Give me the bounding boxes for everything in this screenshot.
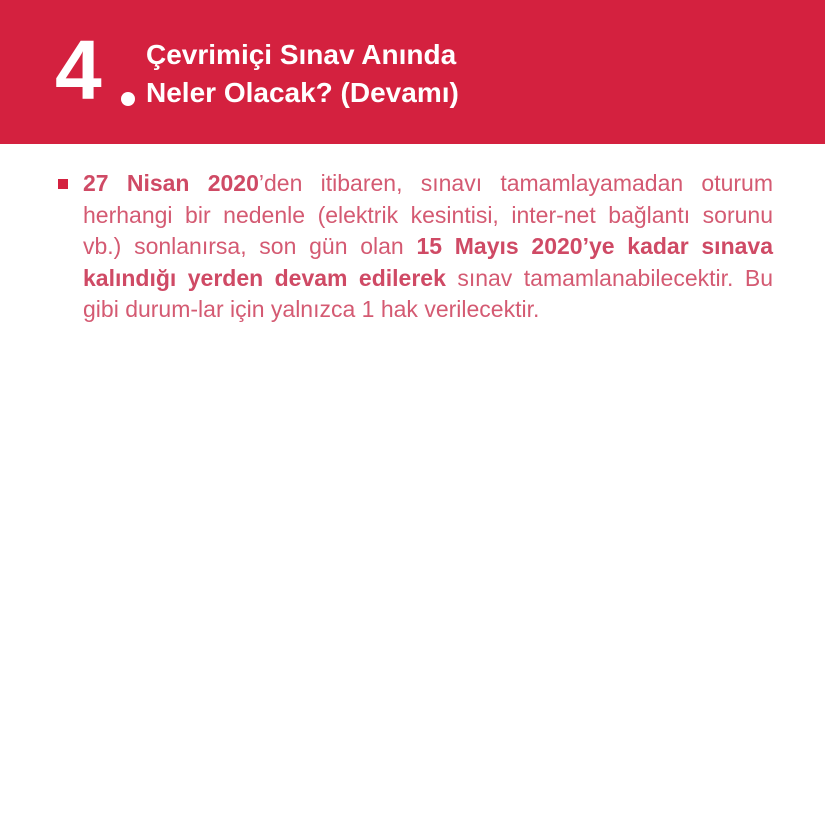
bold-deadline-phrase: 15 Mayıs 2020’ye kadar sınava kalındığı yerden devam edilerek (83, 233, 774, 291)
section-title-line-1: Çevrimiçi Sınav Anında (146, 39, 457, 70)
section-title-line-2: Neler Olacak? (Devamı) (146, 77, 459, 108)
header-band (0, 0, 825, 144)
plain-text-segment: sınav tamamlanabilecektir. Bu gibi durum-lar için yalnızca 1 hak verilecektir. (83, 264, 773, 322)
section-number: 4 (55, 23, 100, 117)
bold-date-phrase: 27 Nisan 2020 (83, 170, 259, 196)
section-title (146, 36, 459, 112)
square-bullet-icon (58, 179, 68, 189)
bullet-paragraph (83, 168, 773, 326)
section-number-dot (121, 92, 135, 106)
plain-text-segment: ’den itibaren, sınavı tamamlayamadan oturum herhangi bir nedenle (elektrik kesintisi, inter-net bağlantı sorunu vb.) sonlanırsa, son gün olan (83, 170, 773, 259)
